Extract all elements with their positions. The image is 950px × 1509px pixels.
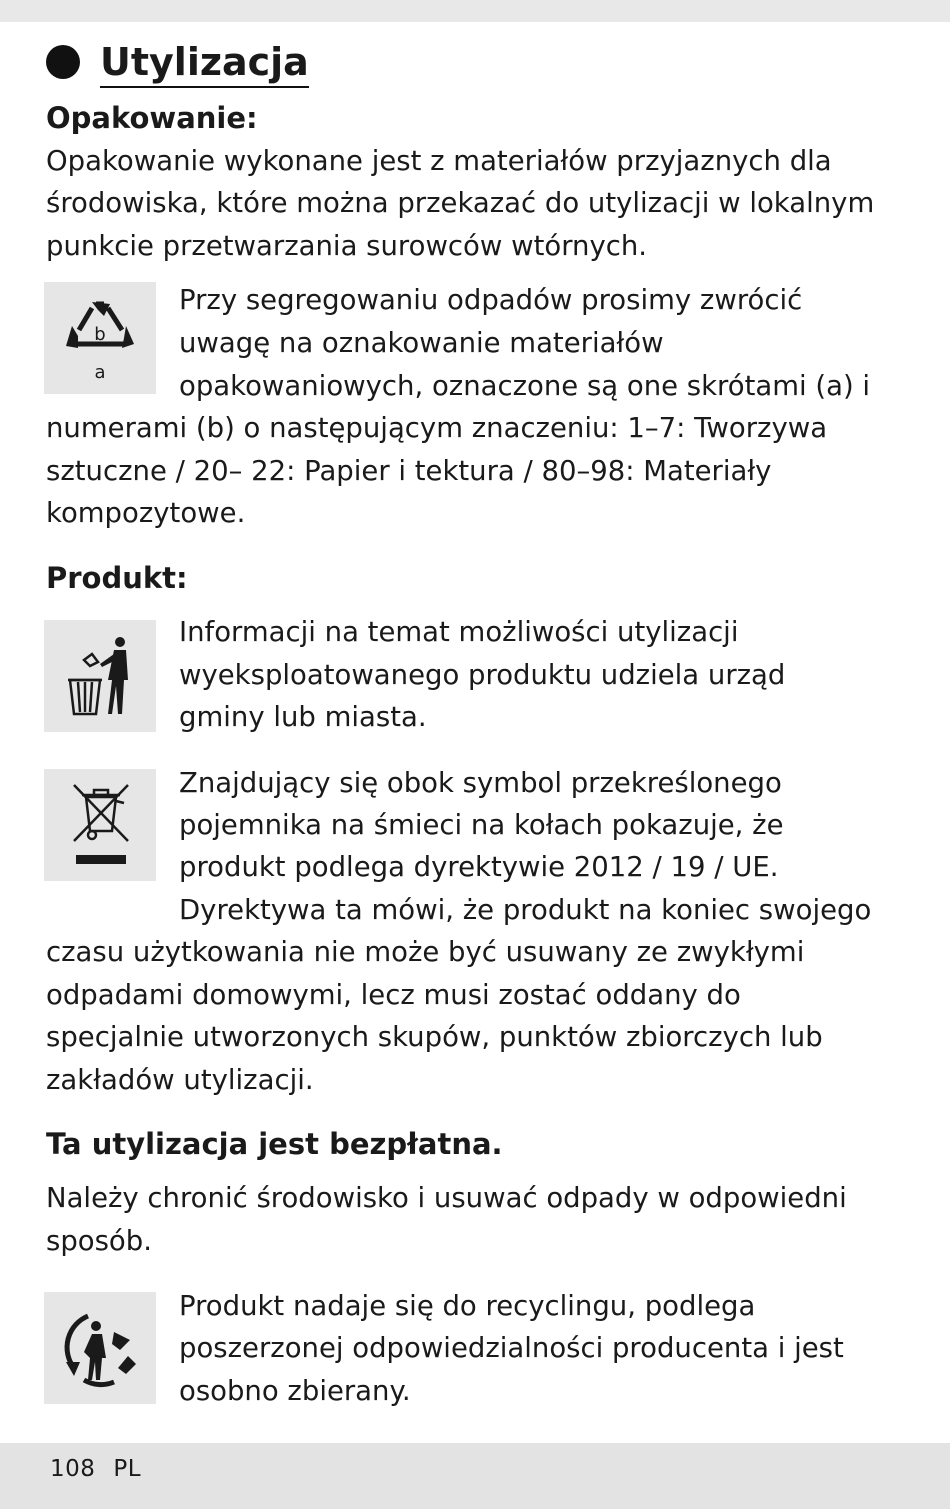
weee-line: pojemnika na śmieci na kołach pokazuje, że bbox=[179, 809, 784, 841]
triman-line: osobno zbierany. bbox=[179, 1375, 411, 1407]
triman-line: Produkt nadaje się do recyclingu, podlega bbox=[179, 1290, 756, 1322]
marking-line: Przy segregowaniu odpadów prosimy zwrócić bbox=[179, 284, 803, 316]
weee-line: specjalnie utworzonych skupów, punktów zbiorczych lub bbox=[46, 1021, 823, 1053]
marking-line: uwagę na oznakowanie materiałów bbox=[179, 327, 664, 359]
recycling-code-icon bbox=[44, 282, 156, 394]
triman-recycling-icon bbox=[44, 1292, 156, 1404]
recycle-letter-a: a bbox=[94, 362, 106, 383]
title-bullet bbox=[46, 45, 80, 79]
free-disposal-heading: Ta utylizacja jest bezpłatna. bbox=[46, 1127, 503, 1161]
weee-line: czasu użytkowania nie może być usuwany ze zwykłymi bbox=[46, 936, 805, 968]
weee-line: zakładów utylizacji. bbox=[46, 1064, 314, 1096]
product-info-line: Informacji na temat możliwości utylizacji bbox=[179, 616, 739, 648]
page-number: 108 bbox=[50, 1456, 96, 1482]
product-info-line: gminy lub miasta. bbox=[179, 701, 427, 733]
environment-line: Należy chronić środowisko i usuwać odpady w odpowiedni bbox=[46, 1182, 847, 1214]
marking-line: sztuczne / 20– 22: Papier i tektura / 80–98: Materiały bbox=[46, 455, 772, 487]
weee-line: produkt podlega dyrektywie 2012 / 19 / UE. bbox=[179, 851, 779, 883]
weee-line: Znajdujący się obok symbol przekreślonego bbox=[179, 767, 782, 799]
recycle-letter-b: b bbox=[94, 324, 106, 345]
weee-line: Dyrektywa ta mówi, że produkt na koniec swojego bbox=[179, 894, 872, 926]
marking-line: opakowaniowych, oznaczone są one skrótami (a) i bbox=[179, 370, 871, 402]
weee-line: odpadami domowymi, lecz musi zostać oddany do bbox=[46, 979, 741, 1011]
marking-line: numerami (b) o następującym znaczeniu: 1–7: Tworzywa bbox=[46, 412, 828, 444]
language-code: PL bbox=[113, 1456, 142, 1482]
packaging-heading: Opakowanie: bbox=[46, 101, 258, 135]
packaging-intro-line: Opakowanie wykonane jest z materiałów przyjaznych dla bbox=[46, 145, 832, 177]
marking-line: kompozytowe. bbox=[46, 497, 246, 529]
packaging-intro-line: środowiska, które można przekazać do utylizacji w lokalnym bbox=[46, 187, 875, 219]
product-info-line: wyeksploatowanego produktu udziela urząd bbox=[179, 659, 786, 691]
page-title: Utylizacja bbox=[100, 38, 309, 88]
person-trash-bin-icon bbox=[44, 620, 156, 732]
top-bar bbox=[0, 0, 950, 22]
product-heading: Produkt: bbox=[46, 561, 188, 595]
environment-line: sposób. bbox=[46, 1225, 152, 1257]
packaging-intro-line: punkcie przetwarzania surowców wtórnych. bbox=[46, 230, 648, 262]
triman-line: poszerzonej odpowiedzialności producenta i jest bbox=[179, 1332, 844, 1364]
footer-text bbox=[50, 1456, 159, 1482]
crossed-out-wheelie-bin-icon bbox=[44, 769, 156, 881]
